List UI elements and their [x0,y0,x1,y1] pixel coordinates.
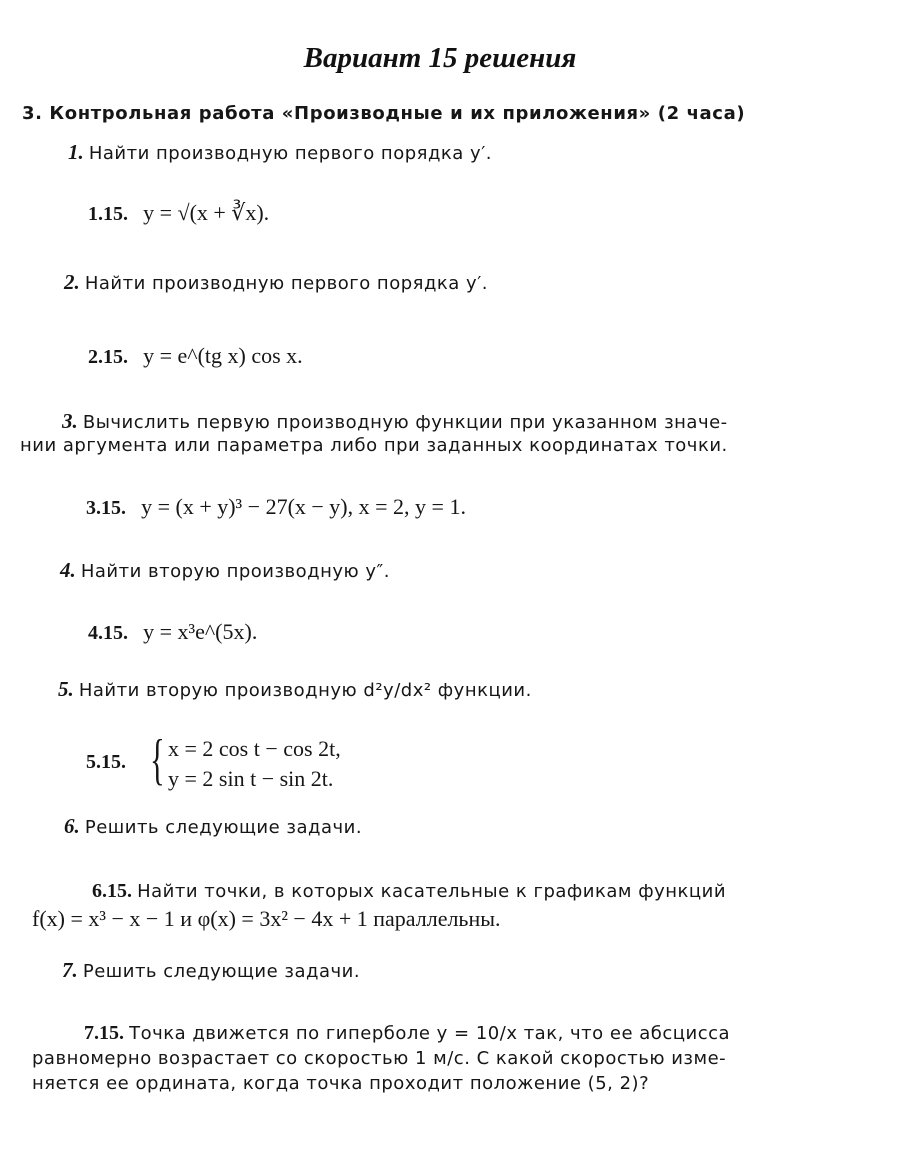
task-number: 7. [62,958,78,982]
problem-6-15-line-1 [92,880,726,903]
task-text: Вычислить первую производную функции при указанном значе- [82,412,728,433]
problem-number: 2.15. [88,346,128,368]
task-text: Найти производную первого порядка y′. [84,273,488,294]
system-equation-1: x = 2 cos t − cos 2t, [168,736,341,761]
problem-number-5-15: 5.15. [86,751,126,773]
system-equation-2: y = 2 sin t − sin 2t. [168,766,334,791]
task-6-statement [64,814,362,839]
task-7-statement [62,958,360,983]
task-text: Найти вторую производную d²y/dx² функции. [78,680,532,701]
problem-2-15 [88,343,303,369]
problem-7-15-line-3: няется ее ордината, когда точка проходит положение (5, 2)? [32,1073,650,1094]
task-text: Найти вторую производную y″. [80,561,391,582]
problem-formula: y = (x + y)³ − 27(x − y), x = 2, y = 1. [141,494,466,519]
problem-3-15 [86,494,466,520]
task-number: 2. [64,270,80,294]
task-text: Решить следующие задачи. [84,817,363,838]
problem-7-15-line-1 [84,1022,730,1045]
problem-number: 1.15. [88,203,128,225]
task-number: 3. [62,409,78,433]
problem-number: 6.15. [92,880,132,902]
problem-number: 7.15. [84,1022,124,1044]
problem-number: 3.15. [86,497,126,519]
problem-number: 4.15. [88,622,128,644]
problem-6-15-line-2: f(x) = x³ − x − 1 и φ(x) = 3x² − 4x + 1 параллельны. [32,906,501,931]
task-1-statement [68,140,492,165]
task-number: 1. [68,140,84,164]
task-number: 6. [64,814,80,838]
task-2-statement [64,270,488,295]
system-brace: { [150,729,165,791]
task-text: Найти производную первого порядка y′. [88,143,492,164]
problem-text: Точка движется по гиперболе y = 10/x так, что ее абсцисса [129,1023,731,1044]
problem-formula: y = x³e^(5x). [143,619,258,644]
page-title: Вариант 15 решения [303,42,577,74]
problem-text: Найти точки, в которых касательные к графикам функций [137,881,727,902]
problem-formula: y = e^(tg x) cos x. [143,343,303,368]
task-text: Решить следующие задачи. [82,961,361,982]
problem-formula: y = √(x + ∛x). [143,200,270,225]
problem-7-15-line-2: равномерно возрастает со скоростью 1 м/с. С какой скоростью изме- [32,1048,727,1069]
task-3-line-2: нии аргумента или параметра либо при заданных координатах точки. [20,435,728,456]
task-3-line-1 [62,409,728,434]
task-number: 5. [58,677,74,701]
task-4-statement [60,558,390,583]
test-header: 3. Контрольная работа «Производные и их приложения» (2 часа) [22,103,746,124]
problem-4-15 [88,619,257,645]
task-number: 4. [60,558,76,582]
problem-1-15 [88,200,269,226]
task-5-statement [58,677,532,702]
